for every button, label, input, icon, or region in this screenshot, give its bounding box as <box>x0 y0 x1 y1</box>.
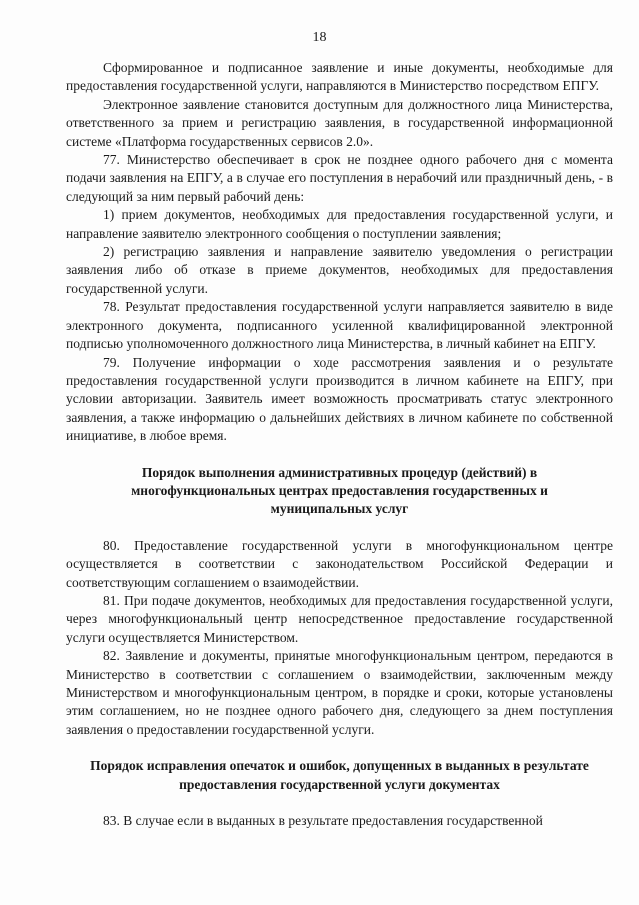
paragraph: 82. Заявление и документы, принятые многофункциональным центром, передаются в Министерство в соответствии с соглашением о взаимодействии, заключенным между Министерством и многофункциональным центром, в порядке и сроки, которые установлены этим соглашением, но не позднее одного рабочего дня, следующего за днем поступления заявления о предоставлении государственной услуги. <box>66 648 613 737</box>
paragraph: Сформированное и подписанное заявление и иные документы, необходимые для предоставления государственной услуги, направляются в Министерство посредством ЕПГУ. <box>66 60 613 94</box>
page-content <box>66 59 613 830</box>
paragraph: Электронное заявление становится доступным для должностного лица Министерства, ответственного за прием и регистрацию заявления, в государственной информационной системе «Платформа государственных сервисов 2.0». <box>66 96 613 149</box>
paragraph: 79. Получение информации о ходе рассмотрения заявления и о результате предоставления государственной услуги производится в личном кабинете на ЕПГУ, при условии авторизации. Заявитель имеет возможность просматривать статус электронного заявления, а также информацию о дальнейших действиях в личном кабинете по собственной инициативе, в любое время. <box>66 354 613 444</box>
paragraph: 78. Результат предоставления государственной услуги направляется заявителю в виде электронного документа, подписанного усиленной квалифицированной электронной подписью уполномоченного должностного лица Министерства, в личный кабинет на ЕПГУ. <box>66 299 613 352</box>
paragraph: 83. В случае если в выданных в результате предоставления государственной <box>103 813 543 829</box>
section-heading: Порядок выполнения административных процедур (действий) в многофункциональных центрах предоставления государственных и муниципальных услуг <box>131 464 548 517</box>
paragraph: 1) прием документов, необходимых для предоставления государственной услуги, и направление заявителю электронного сообщения о поступлении заявления; <box>66 207 613 241</box>
paragraph: 80. Предоставление государственной услуги в многофункциональном центре осуществляется в соответствии с законодательством Российской Федерации и соответствующим соглашением о взаимодействии. <box>66 537 613 590</box>
page-number: 18 <box>312 30 327 45</box>
paragraph: 2) регистрацию заявления и направление заявителю уведомления о регистрации заявления либо об отказе в приеме документов, необходимых для предоставления государственной услуги. <box>66 244 613 296</box>
paragraph: 77. Министерство обеспечивает в срок не позднее одного рабочего дня с момента подачи заявления на ЕПГУ, а в случае его поступления в нерабочий или праздничный день, - в следующий за ним первый рабочий день: <box>66 152 613 204</box>
section-heading: Порядок исправления опечаток и ошибок, допущенных в выданных в результате предоставления государственной услуги документах <box>90 758 589 792</box>
paragraph: 81. При подаче документов, необходимых для предоставления государственной услуги, через многофункциональный центр непосредственное предоставление государственной услуги осуществляется Министерством. <box>66 592 613 645</box>
